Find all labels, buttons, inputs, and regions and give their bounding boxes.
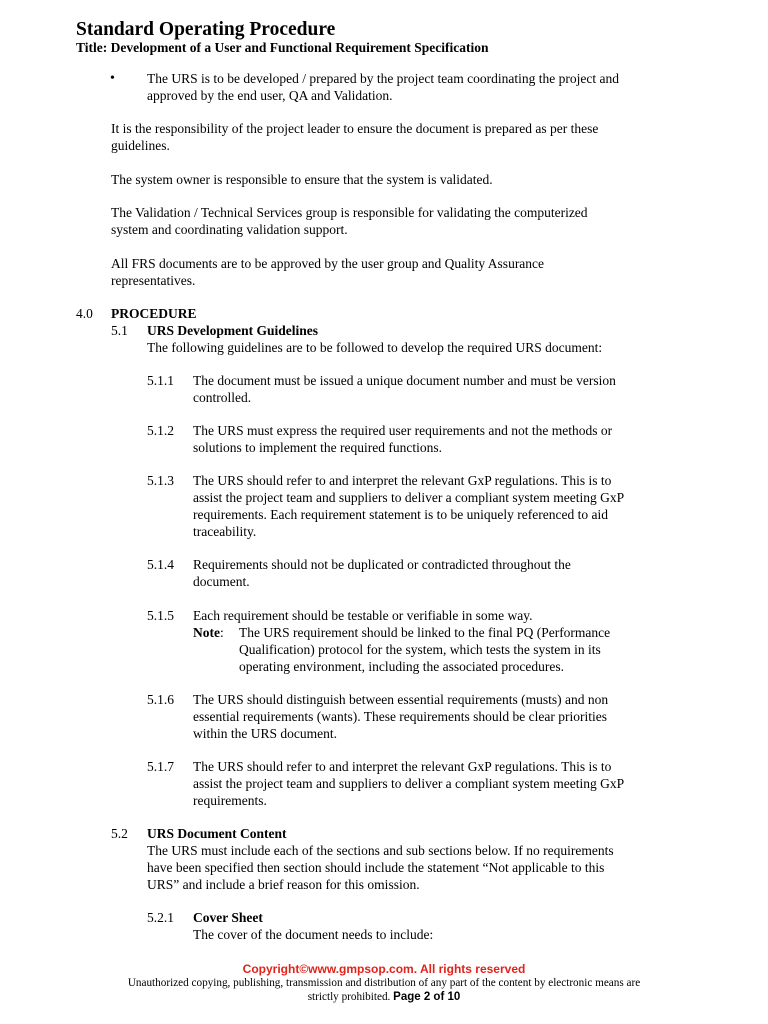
item-text-line: assist the project team and suppliers to deliver a compliant system meeting GxP: [193, 490, 625, 505]
bullet-text-line: The URS is to be developed / prepared by the project team coordinating the project and: [147, 71, 619, 86]
item-text-line: requirements.: [193, 793, 267, 808]
document-subtitle: Title: Development of a User and Functional Requirement Specification: [76, 40, 489, 55]
subsection-heading: URS Development Guidelines: [147, 323, 319, 338]
item-number: 5.1.6: [147, 692, 174, 707]
subsection-heading: URS Document Content: [147, 826, 287, 841]
item-number: 5.1.4: [147, 557, 174, 572]
item-text-line: The cover of the document needs to include:: [193, 927, 434, 942]
footer-notice-line: Unauthorized copying, publishing, transmission and distribution of any part of the content by electronic means are: [127, 977, 641, 989]
item-text-line: essential requirements (wants). These requirements should be clear priorities: [193, 709, 607, 724]
item-number: 5.1.2: [147, 423, 174, 438]
footer-notice-line-2: [0, 990, 768, 1004]
item-number: 5.1.1: [147, 373, 174, 388]
item-text-line: The document must be issued a unique document number and must be version: [193, 373, 616, 388]
item-number: 5.1.5: [147, 608, 174, 623]
item-number: 5.1.3: [147, 473, 174, 488]
item-heading: Cover Sheet: [193, 910, 263, 925]
document-title: Standard Operating Procedure: [76, 19, 336, 40]
paragraph-line: All FRS documents are to be approved by the user group and Quality Assurance: [111, 256, 545, 271]
note-label-text: Note: [193, 625, 220, 640]
item-text-line: The URS should refer to and interpret the relevant GxP regulations. This is to: [193, 759, 612, 774]
subsection-text-line: The URS must include each of the sections and sub sections below. If no requirements: [147, 843, 614, 858]
item-text-line: document.: [193, 574, 250, 589]
footer-copyright: Copyright©www.gmpsop.com. All rights reserved: [242, 962, 526, 976]
item-text-line: controlled.: [193, 390, 252, 405]
note-text-line: operating environment, including the associated procedures.: [239, 659, 565, 674]
item-text-line: Requirements should not be duplicated or contradicted throughout the: [193, 557, 571, 572]
note-text-line: The URS requirement should be linked to the final PQ (Performance: [239, 625, 611, 640]
bullet-icon: •: [110, 71, 115, 86]
page-number: Page 2 of 10: [393, 991, 461, 1003]
item-text-line: requirements. Each requirement statement is to be uniquely referenced to aid: [193, 507, 608, 522]
item-text-line: The URS must express the required user requirements and not the methods or: [193, 423, 613, 438]
item-text-line: assist the project team and suppliers to deliver a compliant system meeting GxP: [193, 776, 625, 791]
subsection-text-line: URS” and include a brief reason for this omission.: [147, 877, 420, 892]
note-text-line: Qualification) protocol for the system, which tests the system in its: [239, 642, 601, 657]
paragraph-line: It is the responsibility of the project leader to ensure the document is prepared as per these: [111, 121, 599, 136]
item-text-line: traceability.: [193, 524, 257, 539]
item-text-line: The URS should refer to and interpret the relevant GxP regulations. This is to: [193, 473, 612, 488]
paragraph-line: representatives.: [111, 273, 196, 288]
paragraph-line: guidelines.: [111, 138, 170, 153]
item-text-line: solutions to implement the required functions.: [193, 440, 442, 455]
item-number: 5.2.1: [147, 910, 174, 925]
item-text-line: within the URS document.: [193, 726, 337, 741]
subsection-intro: The following guidelines are to be followed to develop the required URS document:: [147, 340, 603, 355]
item-text-line: Each requirement should be testable or verifiable in some way.: [193, 608, 533, 623]
item-text-line: The URS should distinguish between essential requirements (musts) and non: [193, 692, 609, 707]
item-number: 5.1.7: [147, 759, 174, 774]
section-heading: PROCEDURE: [111, 306, 197, 321]
paragraph-line: The Validation / Technical Services group is responsible for validating the computerized: [111, 205, 588, 220]
note-label: [193, 624, 224, 641]
paragraph-line: The system owner is responsible to ensure that the system is validated.: [111, 172, 493, 187]
subsection-number: 5.1: [111, 323, 128, 338]
subsection-text-line: have been specified then section should include the statement “Not applicable to this: [147, 860, 605, 875]
note-label-colon: :: [220, 625, 224, 640]
section-number: 4.0: [76, 306, 93, 321]
paragraph-line: system and coordinating validation support.: [111, 222, 348, 237]
subsection-number: 5.2: [111, 826, 128, 841]
footer-notice-text: strictly prohibited.: [307, 991, 391, 1003]
bullet-text-line: approved by the end user, QA and Validation.: [147, 88, 393, 103]
